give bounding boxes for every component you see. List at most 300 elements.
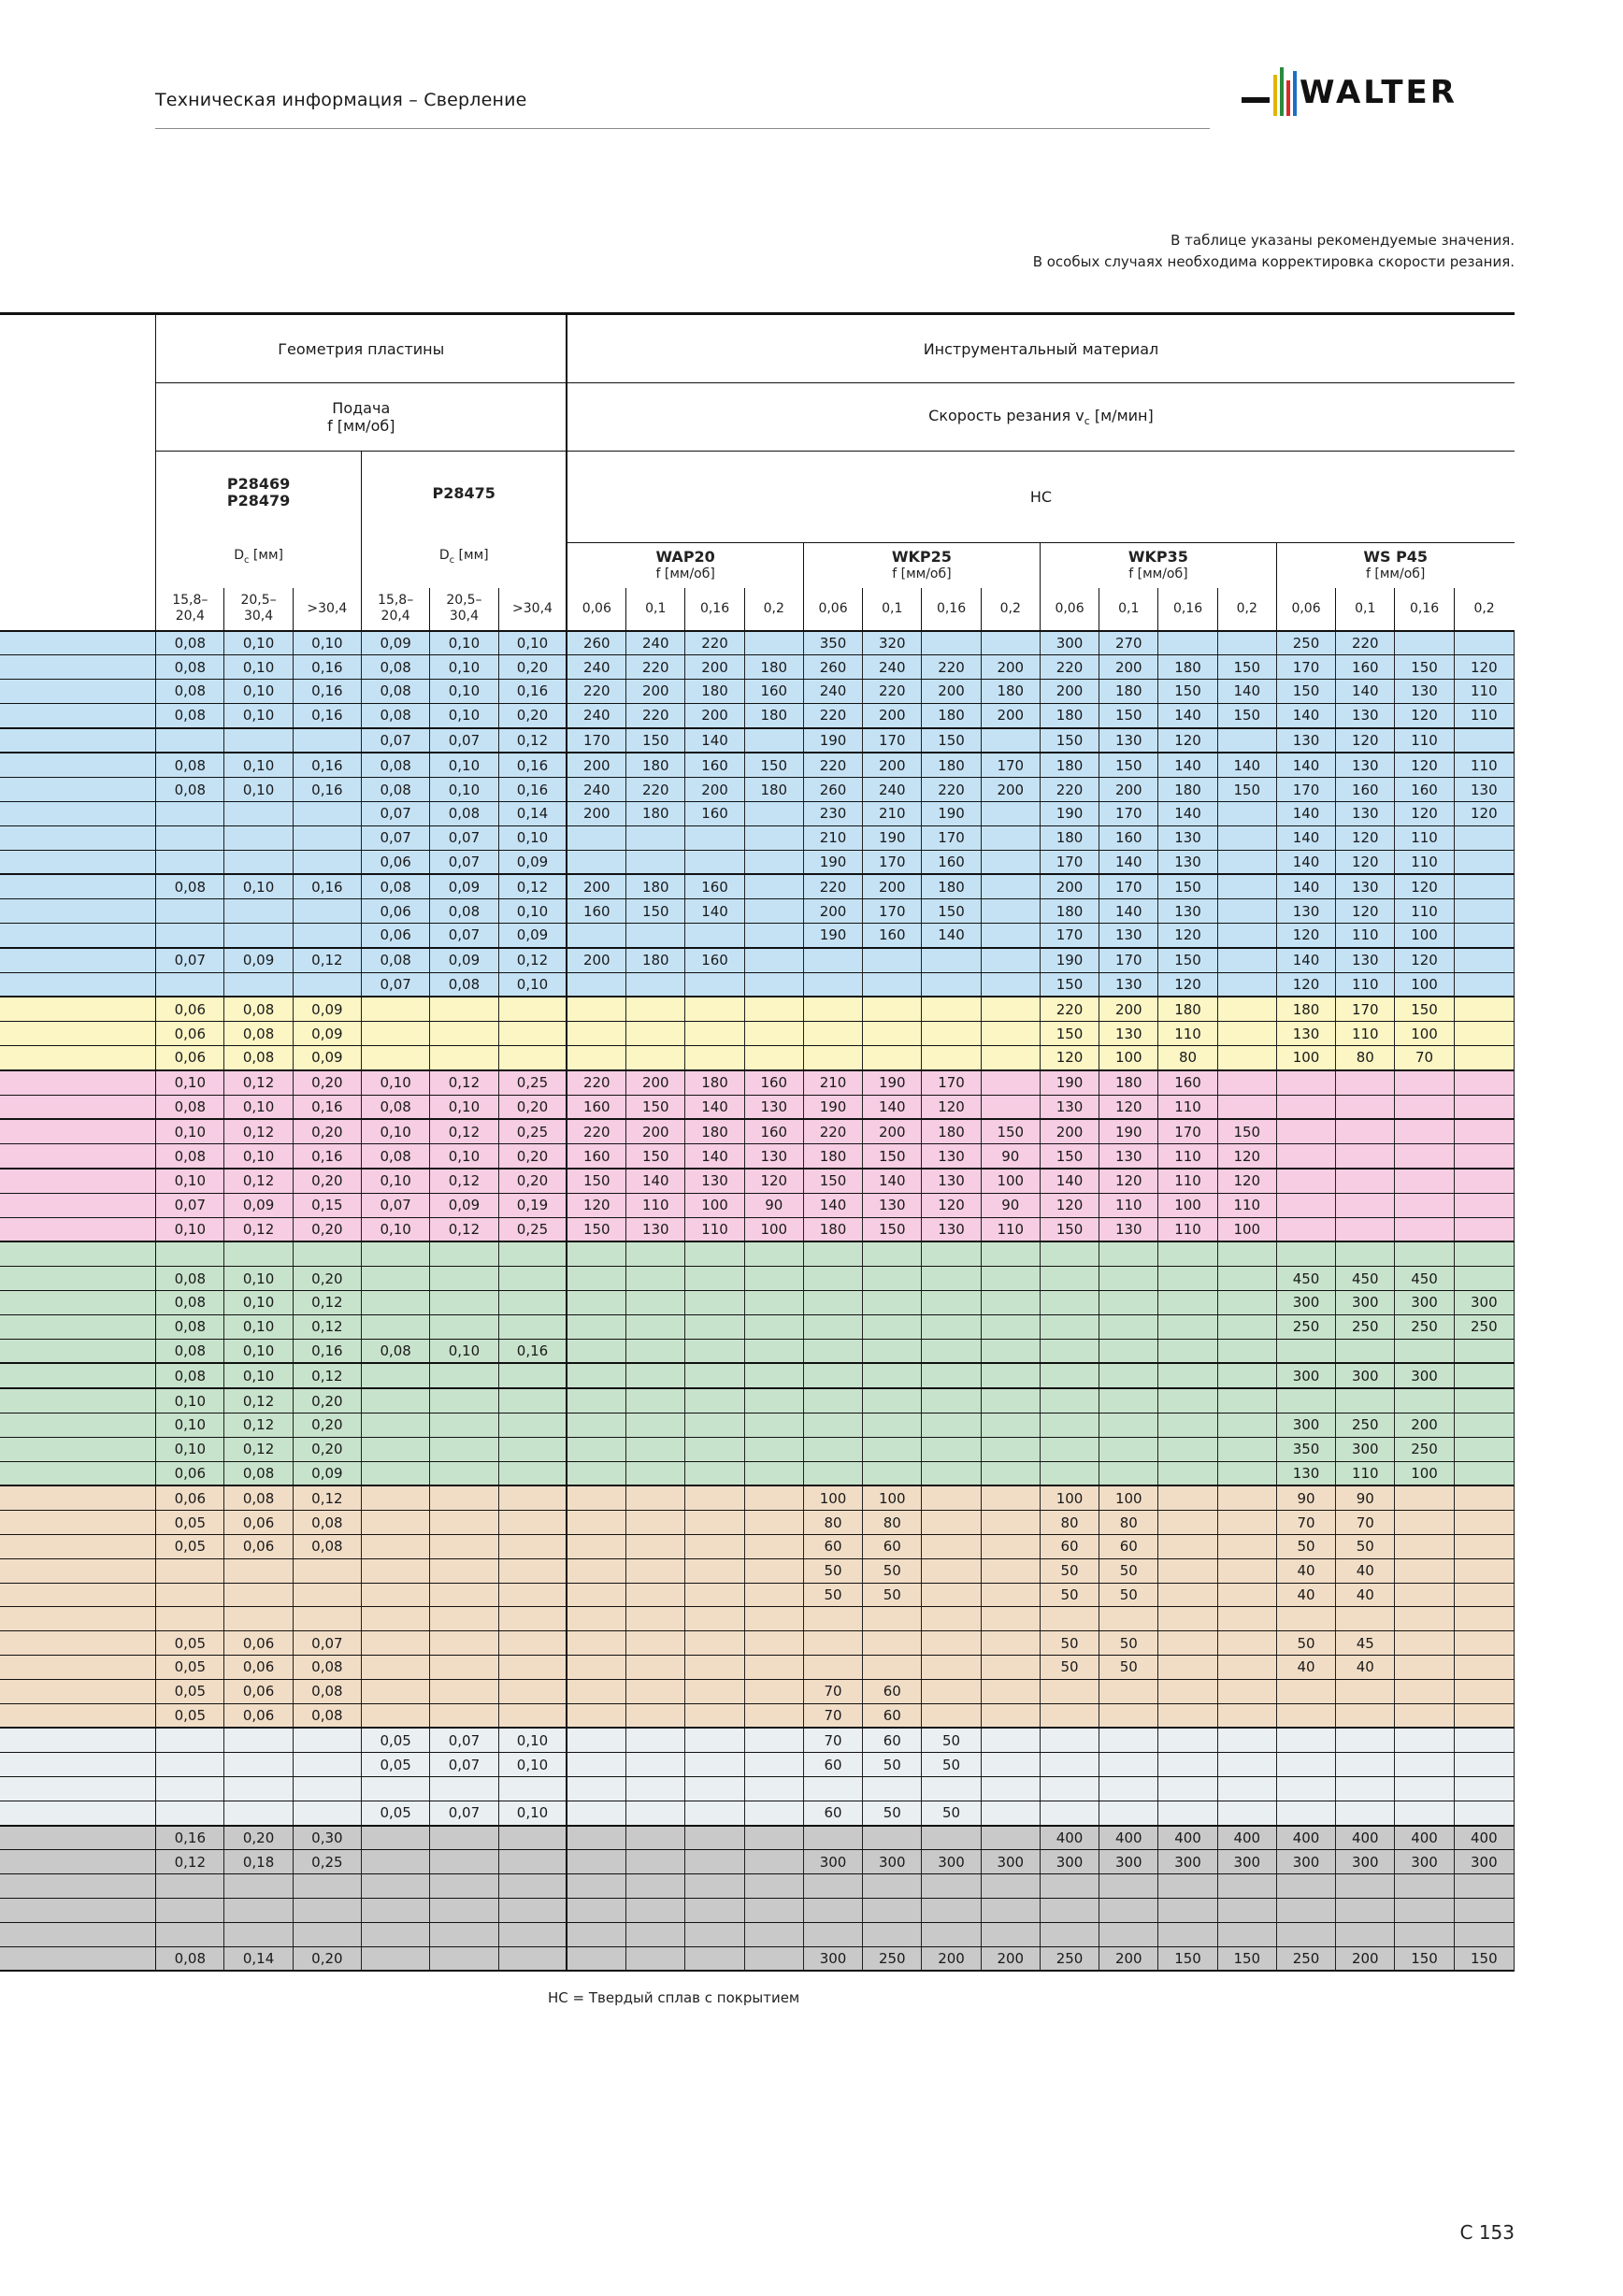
table-cell bbox=[803, 1267, 862, 1291]
table-cell: 200 bbox=[1099, 997, 1158, 1021]
table-row bbox=[0, 1922, 1515, 1946]
table-cell bbox=[567, 1363, 625, 1388]
table-cell bbox=[362, 1583, 430, 1607]
table-cell: 130 bbox=[1099, 1144, 1158, 1169]
table-cell bbox=[863, 1291, 922, 1315]
table-cell: 100 bbox=[1158, 1193, 1217, 1217]
table-cell bbox=[744, 972, 803, 997]
table-cell bbox=[1395, 1631, 1454, 1656]
table-cell: 180 bbox=[626, 874, 685, 898]
table-cell: 0,20 bbox=[293, 1437, 361, 1461]
table-cell: 40 bbox=[1336, 1558, 1395, 1583]
table-cell: 300 bbox=[1395, 1363, 1454, 1388]
table-cell: 0,12 bbox=[430, 1070, 498, 1095]
table-cell: 140 bbox=[1158, 753, 1217, 777]
table-cell bbox=[1217, 728, 1276, 753]
table-cell bbox=[430, 1511, 498, 1535]
table-cell bbox=[1217, 1511, 1276, 1535]
row-lead-cell bbox=[0, 1169, 156, 1193]
table-cell: 140 bbox=[685, 1144, 744, 1169]
table-cell bbox=[744, 1534, 803, 1558]
feed-column-header: 0,16 bbox=[1158, 588, 1217, 631]
table-cell: 240 bbox=[567, 778, 625, 802]
table-cell: 50 bbox=[863, 1583, 922, 1607]
table-cell bbox=[156, 1801, 224, 1825]
table-cell bbox=[863, 1874, 922, 1899]
table-cell: 130 bbox=[1158, 850, 1217, 874]
table-cell bbox=[1454, 850, 1514, 874]
table-cell bbox=[1454, 1607, 1514, 1631]
table-cell bbox=[1454, 1388, 1514, 1413]
table-cell: 50 bbox=[922, 1728, 981, 1752]
table-cell: 0,07 bbox=[362, 1193, 430, 1217]
table-cell bbox=[1395, 1511, 1454, 1535]
table-cell: 0,20 bbox=[293, 1070, 361, 1095]
svg-text:WALTER: WALTER bbox=[1300, 74, 1458, 111]
table-cell bbox=[567, 1511, 625, 1535]
table-cell: 160 bbox=[1395, 778, 1454, 802]
table-cell: 0,10 bbox=[430, 753, 498, 777]
table-cell: 220 bbox=[685, 631, 744, 655]
table-cell bbox=[863, 1631, 922, 1656]
table-cell: 240 bbox=[567, 655, 625, 680]
table-cell bbox=[685, 850, 744, 874]
table-cell bbox=[1336, 1193, 1395, 1217]
table-cell bbox=[626, 1898, 685, 1922]
table-cell bbox=[744, 850, 803, 874]
table-cell: 110 bbox=[1158, 1095, 1217, 1119]
table-cell bbox=[981, 1046, 1040, 1070]
table-cell bbox=[863, 1461, 922, 1485]
table-cell bbox=[1217, 924, 1276, 948]
table-cell: 0,12 bbox=[156, 1850, 224, 1874]
table-cell bbox=[1040, 1363, 1099, 1388]
table-cell: 60 bbox=[803, 1801, 862, 1825]
table-cell: 150 bbox=[1217, 778, 1276, 802]
table-cell bbox=[922, 1922, 981, 1946]
table-cell bbox=[1217, 631, 1276, 655]
table-cell bbox=[362, 1437, 430, 1461]
table-cell: 130 bbox=[1336, 802, 1395, 826]
table-row bbox=[0, 703, 1515, 727]
table-cell: 0,12 bbox=[293, 1291, 361, 1315]
table-cell: 120 bbox=[567, 1193, 625, 1217]
table-row bbox=[0, 1217, 1515, 1241]
table-cell: 0,06 bbox=[224, 1534, 293, 1558]
table-cell: 190 bbox=[1099, 1119, 1158, 1143]
table-cell: 100 bbox=[1276, 1046, 1335, 1070]
table-cell: 0,05 bbox=[156, 1703, 224, 1728]
table-cell bbox=[1276, 1339, 1335, 1363]
table-cell: 50 bbox=[922, 1753, 981, 1777]
table-cell bbox=[1336, 1070, 1395, 1095]
table-cell: 200 bbox=[1099, 1946, 1158, 1971]
table-cell bbox=[685, 1046, 744, 1070]
table-cell bbox=[1336, 1339, 1395, 1363]
table-cell bbox=[1454, 825, 1514, 850]
row-lead-cell bbox=[0, 753, 156, 777]
table-cell: 300 bbox=[1276, 1363, 1335, 1388]
table-cell bbox=[685, 1679, 744, 1703]
table-cell bbox=[362, 1874, 430, 1899]
table-cell: 50 bbox=[1099, 1558, 1158, 1583]
table-cell: 190 bbox=[1040, 1070, 1099, 1095]
table-cell bbox=[1099, 1776, 1158, 1801]
table-cell bbox=[567, 972, 625, 997]
table-row bbox=[0, 1850, 1515, 1874]
feed-column-header: 0,16 bbox=[685, 588, 744, 631]
table-cell bbox=[224, 1583, 293, 1607]
table-cell bbox=[362, 1314, 430, 1339]
table-cell bbox=[362, 997, 430, 1021]
table-cell: 50 bbox=[1040, 1631, 1099, 1656]
table-cell bbox=[803, 972, 862, 997]
row-lead-cell bbox=[0, 1946, 156, 1971]
table-cell bbox=[498, 1267, 567, 1291]
table-cell bbox=[567, 1607, 625, 1631]
table-cell bbox=[1395, 1583, 1454, 1607]
table-cell: 190 bbox=[863, 825, 922, 850]
table-cell: 200 bbox=[685, 655, 744, 680]
table-cell: 220 bbox=[803, 1119, 862, 1143]
table-cell bbox=[1276, 1144, 1335, 1169]
table-cell: 0,05 bbox=[156, 1655, 224, 1679]
table-cell: 0,08 bbox=[224, 997, 293, 1021]
table-cell bbox=[685, 1801, 744, 1825]
table-cell bbox=[626, 1022, 685, 1046]
table-cell: 0,07 bbox=[430, 728, 498, 753]
table-cell: 0,06 bbox=[362, 850, 430, 874]
table-cell bbox=[1454, 972, 1514, 997]
row-lead-cell bbox=[0, 825, 156, 850]
note-line-2: В особых случаях необходима корректировка скорости резания. bbox=[1032, 253, 1515, 270]
table-cell bbox=[744, 1314, 803, 1339]
table-cell bbox=[430, 1679, 498, 1703]
table-cell bbox=[498, 1388, 567, 1413]
table-cell: 180 bbox=[626, 753, 685, 777]
table-cell: 160 bbox=[744, 1070, 803, 1095]
table-cell: 140 bbox=[1276, 874, 1335, 898]
table-cell bbox=[362, 1703, 430, 1728]
table-cell: 0,08 bbox=[362, 1095, 430, 1119]
table-row bbox=[0, 1144, 1515, 1169]
table-cell bbox=[981, 1461, 1040, 1485]
table-cell bbox=[498, 1655, 567, 1679]
table-cell: 180 bbox=[922, 1119, 981, 1143]
table-cell bbox=[744, 997, 803, 1021]
table-cell: 150 bbox=[1217, 1119, 1276, 1143]
table-cell bbox=[1454, 1922, 1514, 1946]
table-cell bbox=[981, 1728, 1040, 1752]
table-cell: 120 bbox=[1276, 972, 1335, 997]
table-cell bbox=[498, 1776, 567, 1801]
table-cell bbox=[626, 1291, 685, 1315]
table-cell bbox=[626, 1826, 685, 1850]
table-cell: 140 bbox=[1099, 850, 1158, 874]
table-cell bbox=[1158, 1291, 1217, 1315]
feed-column-header: 0,2 bbox=[1454, 588, 1514, 631]
table-cell: 70 bbox=[1395, 1046, 1454, 1070]
table-cell bbox=[293, 1558, 361, 1583]
row-lead-cell bbox=[0, 1534, 156, 1558]
table-cell: 150 bbox=[1040, 1217, 1099, 1241]
table-cell: 0,12 bbox=[293, 1314, 361, 1339]
table-cell: 100 bbox=[803, 1485, 862, 1510]
table-cell bbox=[981, 1388, 1040, 1413]
table-cell bbox=[156, 850, 224, 874]
table-cell: 150 bbox=[922, 899, 981, 924]
row-lead-cell bbox=[0, 1607, 156, 1631]
table-cell: 130 bbox=[1454, 778, 1514, 802]
table-cell: 0,10 bbox=[156, 1413, 224, 1438]
table-cell bbox=[1217, 1703, 1276, 1728]
table-cell bbox=[626, 1314, 685, 1339]
table-cell: 150 bbox=[1158, 1946, 1217, 1971]
table-cell bbox=[803, 1922, 862, 1946]
table-cell bbox=[1217, 1534, 1276, 1558]
table-cell bbox=[626, 825, 685, 850]
table-cell: 120 bbox=[1217, 1169, 1276, 1193]
table-cell: 0,20 bbox=[224, 1826, 293, 1850]
table-cell bbox=[1395, 1874, 1454, 1899]
table-cell bbox=[1276, 1241, 1335, 1266]
table-cell bbox=[981, 1753, 1040, 1777]
table-cell: 0,10 bbox=[430, 1095, 498, 1119]
table-cell bbox=[1454, 1655, 1514, 1679]
table-cell bbox=[626, 1046, 685, 1070]
table-cell bbox=[498, 1558, 567, 1583]
table-cell bbox=[1336, 1607, 1395, 1631]
table-cell bbox=[863, 1826, 922, 1850]
dc-range-cell: >30,4 bbox=[293, 588, 361, 631]
table-cell: 0,07 bbox=[430, 924, 498, 948]
table-cell bbox=[981, 1631, 1040, 1656]
table-cell: 50 bbox=[803, 1583, 862, 1607]
table-cell bbox=[498, 1631, 567, 1656]
table-cell: 0,07 bbox=[362, 972, 430, 997]
table-cell bbox=[362, 1607, 430, 1631]
table-cell: 0,10 bbox=[430, 703, 498, 727]
table-cell bbox=[685, 825, 744, 850]
table-cell: 150 bbox=[1276, 680, 1335, 704]
table-cell bbox=[430, 1022, 498, 1046]
table-cell: 0,08 bbox=[156, 680, 224, 704]
table-row bbox=[0, 1022, 1515, 1046]
table-cell bbox=[567, 1874, 625, 1899]
table-cell bbox=[922, 631, 981, 655]
table-cell bbox=[981, 972, 1040, 997]
table-cell bbox=[863, 972, 922, 997]
table-cell: 250 bbox=[1276, 1946, 1335, 1971]
table-cell: 200 bbox=[981, 655, 1040, 680]
table-cell: 170 bbox=[567, 728, 625, 753]
table-cell bbox=[430, 1850, 498, 1874]
table-cell: 130 bbox=[1336, 703, 1395, 727]
table-cell bbox=[626, 1874, 685, 1899]
table-cell: 0,16 bbox=[293, 778, 361, 802]
table-cell: 0,08 bbox=[156, 753, 224, 777]
row-lead-cell bbox=[0, 972, 156, 997]
table-cell: 0,10 bbox=[156, 1070, 224, 1095]
table-cell: 250 bbox=[1276, 631, 1335, 655]
table-cell: 130 bbox=[1336, 874, 1395, 898]
table-cell bbox=[567, 1461, 625, 1485]
table-cell bbox=[498, 1826, 567, 1850]
table-cell bbox=[626, 1703, 685, 1728]
table-cell bbox=[1395, 1655, 1454, 1679]
table-cell: 150 bbox=[922, 728, 981, 753]
table-cell bbox=[430, 1631, 498, 1656]
table-cell: 110 bbox=[1395, 899, 1454, 924]
table-cell bbox=[430, 1267, 498, 1291]
table-cell: 140 bbox=[803, 1193, 862, 1217]
table-cell: 0,06 bbox=[362, 924, 430, 948]
row-lead-cell bbox=[0, 1728, 156, 1752]
table-cell bbox=[922, 1241, 981, 1266]
table-cell: 60 bbox=[863, 1679, 922, 1703]
row-lead-cell bbox=[0, 1801, 156, 1825]
table-cell bbox=[567, 997, 625, 1021]
table-cell bbox=[498, 1850, 567, 1874]
table-cell: 200 bbox=[803, 899, 862, 924]
table-cell: 200 bbox=[567, 753, 625, 777]
table-cell: 160 bbox=[567, 1095, 625, 1119]
table-cell: 140 bbox=[1217, 753, 1276, 777]
table-cell: 0,10 bbox=[498, 972, 567, 997]
table-cell bbox=[430, 1558, 498, 1583]
row-lead-cell bbox=[0, 728, 156, 753]
table-cell bbox=[626, 1607, 685, 1631]
table-row bbox=[0, 1437, 1515, 1461]
table-cell: 150 bbox=[567, 1169, 625, 1193]
table-cell: 0,16 bbox=[293, 874, 361, 898]
table-cell: 0,12 bbox=[498, 728, 567, 753]
table-row bbox=[0, 1070, 1515, 1095]
table-cell bbox=[863, 1607, 922, 1631]
table-cell: 0,08 bbox=[362, 874, 430, 898]
table-cell bbox=[1454, 1461, 1514, 1485]
table-cell: 190 bbox=[803, 728, 862, 753]
table-cell: 120 bbox=[1099, 1169, 1158, 1193]
table-cell: 110 bbox=[1395, 825, 1454, 850]
table-cell: 150 bbox=[1158, 874, 1217, 898]
table-cell bbox=[626, 1655, 685, 1679]
table-cell: 180 bbox=[1158, 997, 1217, 1021]
table-cell: 140 bbox=[1217, 680, 1276, 704]
table-cell: 130 bbox=[922, 1217, 981, 1241]
table-cell: 450 bbox=[1395, 1267, 1454, 1291]
table-cell: 160 bbox=[685, 802, 744, 826]
table-cell bbox=[224, 1874, 293, 1899]
table-cell: 0,08 bbox=[224, 1022, 293, 1046]
table-cell bbox=[1099, 1801, 1158, 1825]
table-cell bbox=[498, 1291, 567, 1315]
table-cell: 0,20 bbox=[498, 655, 567, 680]
table-cell: 0,10 bbox=[224, 1095, 293, 1119]
table-cell bbox=[293, 1898, 361, 1922]
table-cell bbox=[362, 1922, 430, 1946]
table-cell: 160 bbox=[685, 753, 744, 777]
table-cell bbox=[1454, 631, 1514, 655]
table-cell bbox=[1158, 1631, 1217, 1656]
table-cell bbox=[224, 850, 293, 874]
table-cell bbox=[803, 1046, 862, 1070]
table-cell: 150 bbox=[1099, 703, 1158, 727]
table-cell: 400 bbox=[1454, 1826, 1514, 1850]
table-cell bbox=[626, 1850, 685, 1874]
table-cell bbox=[1276, 1095, 1335, 1119]
table-cell bbox=[922, 972, 981, 997]
table-cell: 160 bbox=[922, 850, 981, 874]
dc-label-1: $D_c$ [мм] bbox=[234, 548, 283, 566]
table-cell bbox=[1336, 1728, 1395, 1752]
table-cell bbox=[1099, 1388, 1158, 1413]
table-cell bbox=[430, 1922, 498, 1946]
table-cell bbox=[1276, 1728, 1335, 1752]
table-cell bbox=[744, 1583, 803, 1607]
table-cell bbox=[293, 728, 361, 753]
row-lead-cell bbox=[0, 1388, 156, 1413]
table-row bbox=[0, 1776, 1515, 1801]
table-cell bbox=[293, 1922, 361, 1946]
table-cell bbox=[1336, 1679, 1395, 1703]
table-cell bbox=[981, 1485, 1040, 1510]
table-row bbox=[0, 1485, 1515, 1510]
table-cell: 400 bbox=[1217, 1826, 1276, 1850]
table-cell: 200 bbox=[981, 703, 1040, 727]
table-cell bbox=[922, 1413, 981, 1438]
table-cell: 0,16 bbox=[498, 778, 567, 802]
table-cell: 110 bbox=[1336, 972, 1395, 997]
table-cell bbox=[498, 1679, 567, 1703]
table-cell: 100 bbox=[1217, 1217, 1276, 1241]
table-cell bbox=[1158, 631, 1217, 655]
table-cell: 250 bbox=[1336, 1413, 1395, 1438]
table-cell: 190 bbox=[803, 850, 862, 874]
table-cell bbox=[1276, 1776, 1335, 1801]
table-cell bbox=[922, 1679, 981, 1703]
table-cell: 0,06 bbox=[156, 1461, 224, 1485]
table-cell: 0,09 bbox=[362, 631, 430, 655]
table-cell: 0,08 bbox=[362, 680, 430, 704]
table-cell bbox=[498, 1946, 567, 1971]
table-cell bbox=[1158, 1241, 1217, 1266]
feed-column-header: 0,2 bbox=[1217, 588, 1276, 631]
table-cell bbox=[498, 1583, 567, 1607]
table-cell: 90 bbox=[981, 1144, 1040, 1169]
table-cell: 140 bbox=[1158, 703, 1217, 727]
table-cell: 240 bbox=[626, 631, 685, 655]
table-cell bbox=[744, 1679, 803, 1703]
table-cell bbox=[981, 1291, 1040, 1315]
table-cell: 0,10 bbox=[224, 655, 293, 680]
table-cell bbox=[1158, 1898, 1217, 1922]
table-cell bbox=[1454, 1070, 1514, 1095]
table-cell: 130 bbox=[1099, 924, 1158, 948]
table-cell bbox=[1158, 1874, 1217, 1899]
table-row bbox=[0, 1728, 1515, 1752]
table-cell bbox=[685, 1946, 744, 1971]
table-cell: 400 bbox=[1158, 1826, 1217, 1850]
table-cell: 120 bbox=[1395, 802, 1454, 826]
table-cell: 40 bbox=[1336, 1583, 1395, 1607]
table-cell: 0,12 bbox=[224, 1217, 293, 1241]
table-cell: 0,16 bbox=[293, 1095, 361, 1119]
table-cell: 250 bbox=[1454, 1314, 1514, 1339]
table-cell bbox=[685, 1241, 744, 1266]
table-cell bbox=[922, 1437, 981, 1461]
table-cell: 150 bbox=[1454, 1946, 1514, 1971]
